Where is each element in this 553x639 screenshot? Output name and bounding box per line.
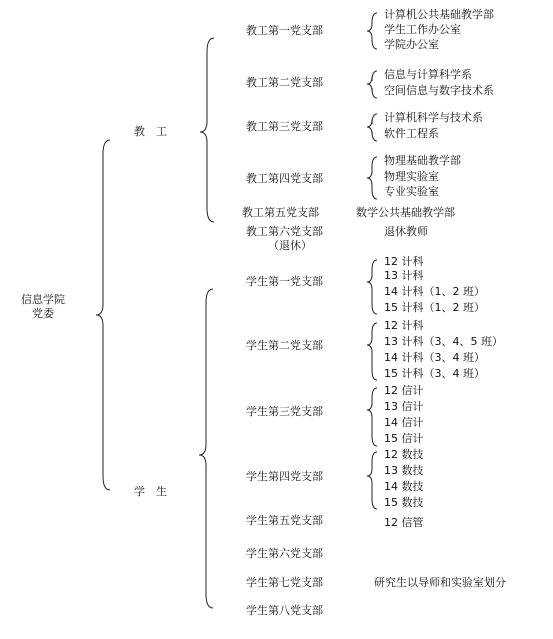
unit-f2-2: 空间信息与数字技术系 — [384, 84, 494, 97]
brace-s2 — [367, 323, 377, 380]
unit-s3-2: 13 信计 — [384, 400, 424, 413]
unit-s2-3: 14 计科（3、4 班） — [384, 351, 485, 364]
brace-faculty — [200, 38, 214, 222]
brace-s3 — [367, 388, 377, 446]
unit-s5-1: 12 信管 — [384, 516, 424, 529]
unit-f1-2: 学生工作办公室 — [384, 23, 461, 36]
unit-f1-1: 计算机公共基础教学部 — [384, 8, 494, 21]
unit-s4-2: 13 数技 — [384, 464, 424, 477]
branch-faculty-6-note: （退休） — [268, 239, 312, 252]
unit-f3-2: 软件工程系 — [384, 127, 439, 140]
branch-student-3: 学生第三党支部 — [246, 405, 323, 418]
category-student: 学 生 — [134, 485, 167, 498]
branch-student-8: 学生第八党支部 — [246, 604, 323, 617]
unit-s4-4: 15 数技 — [384, 496, 424, 509]
branch-faculty-6: 教工第六党支部 — [246, 225, 323, 238]
brace-f2 — [367, 71, 377, 98]
brace-f1 — [367, 13, 377, 49]
unit-s2-4: 15 计科（3、4 班） — [384, 367, 485, 380]
branch-student-1: 学生第一党支部 — [246, 275, 323, 288]
branch-student-7: 学生第七党支部 — [246, 576, 323, 589]
branch-faculty-4: 教工第四党支部 — [246, 172, 323, 185]
branch-faculty-1: 教工第一党支部 — [246, 24, 323, 37]
unit-s1-3: 14 计科（1、2 班） — [384, 285, 485, 298]
unit-s3-4: 15 信计 — [384, 432, 424, 445]
branch-student-6: 学生第六党支部 — [246, 547, 323, 560]
category-faculty: 教 工 — [134, 125, 167, 138]
root-line2: 党委 — [32, 307, 54, 320]
unit-f5-1: 数学公共基础教学部 — [356, 206, 455, 219]
branch-student-5: 学生第五党支部 — [246, 514, 323, 527]
unit-s1-2: 13 计科 — [384, 269, 424, 282]
unit-s4-1: 12 数技 — [384, 448, 424, 461]
brace-root — [96, 140, 110, 490]
branch-faculty-2: 教工第二党支部 — [246, 76, 323, 89]
unit-f4-3: 专业实验室 — [384, 185, 439, 198]
brace-student — [199, 289, 213, 608]
unit-f3-1: 计算机科学与技术系 — [384, 111, 483, 124]
brace-s4 — [367, 452, 377, 509]
unit-s1-1: 12 计科 — [384, 255, 424, 268]
branch-faculty-3: 教工第三党支部 — [246, 120, 323, 133]
unit-s7-1: 研究生以导师和实验室划分 — [374, 576, 506, 589]
unit-s1-4: 15 计科（1、2 班） — [384, 301, 485, 314]
branch-faculty-5: 教工第五党支部 — [242, 206, 319, 219]
unit-s2-1: 12 计科 — [384, 319, 424, 332]
unit-f4-2: 物理实验室 — [384, 170, 439, 183]
root-node — [18, 293, 68, 321]
unit-f2-1: 信息与计算科学系 — [384, 68, 472, 81]
unit-s3-1: 12 信计 — [384, 384, 424, 397]
unit-f4-1: 物理基础教学部 — [384, 154, 461, 167]
unit-s3-3: 14 信计 — [384, 416, 424, 429]
unit-s4-3: 14 数技 — [384, 480, 424, 493]
brace-f4 — [367, 157, 377, 199]
unit-f6-1: 退休教师 — [384, 225, 428, 238]
branch-student-2: 学生第二党支部 — [246, 339, 323, 352]
brace-f3 — [367, 114, 377, 141]
unit-s2-2: 13 计科（3、4、5 班） — [384, 335, 503, 348]
brace-s1 — [367, 260, 377, 314]
branch-student-4: 学生第四党支部 — [246, 470, 323, 483]
root-line1: 信息学院 — [21, 293, 65, 306]
unit-f1-3: 学院办公室 — [384, 38, 439, 51]
